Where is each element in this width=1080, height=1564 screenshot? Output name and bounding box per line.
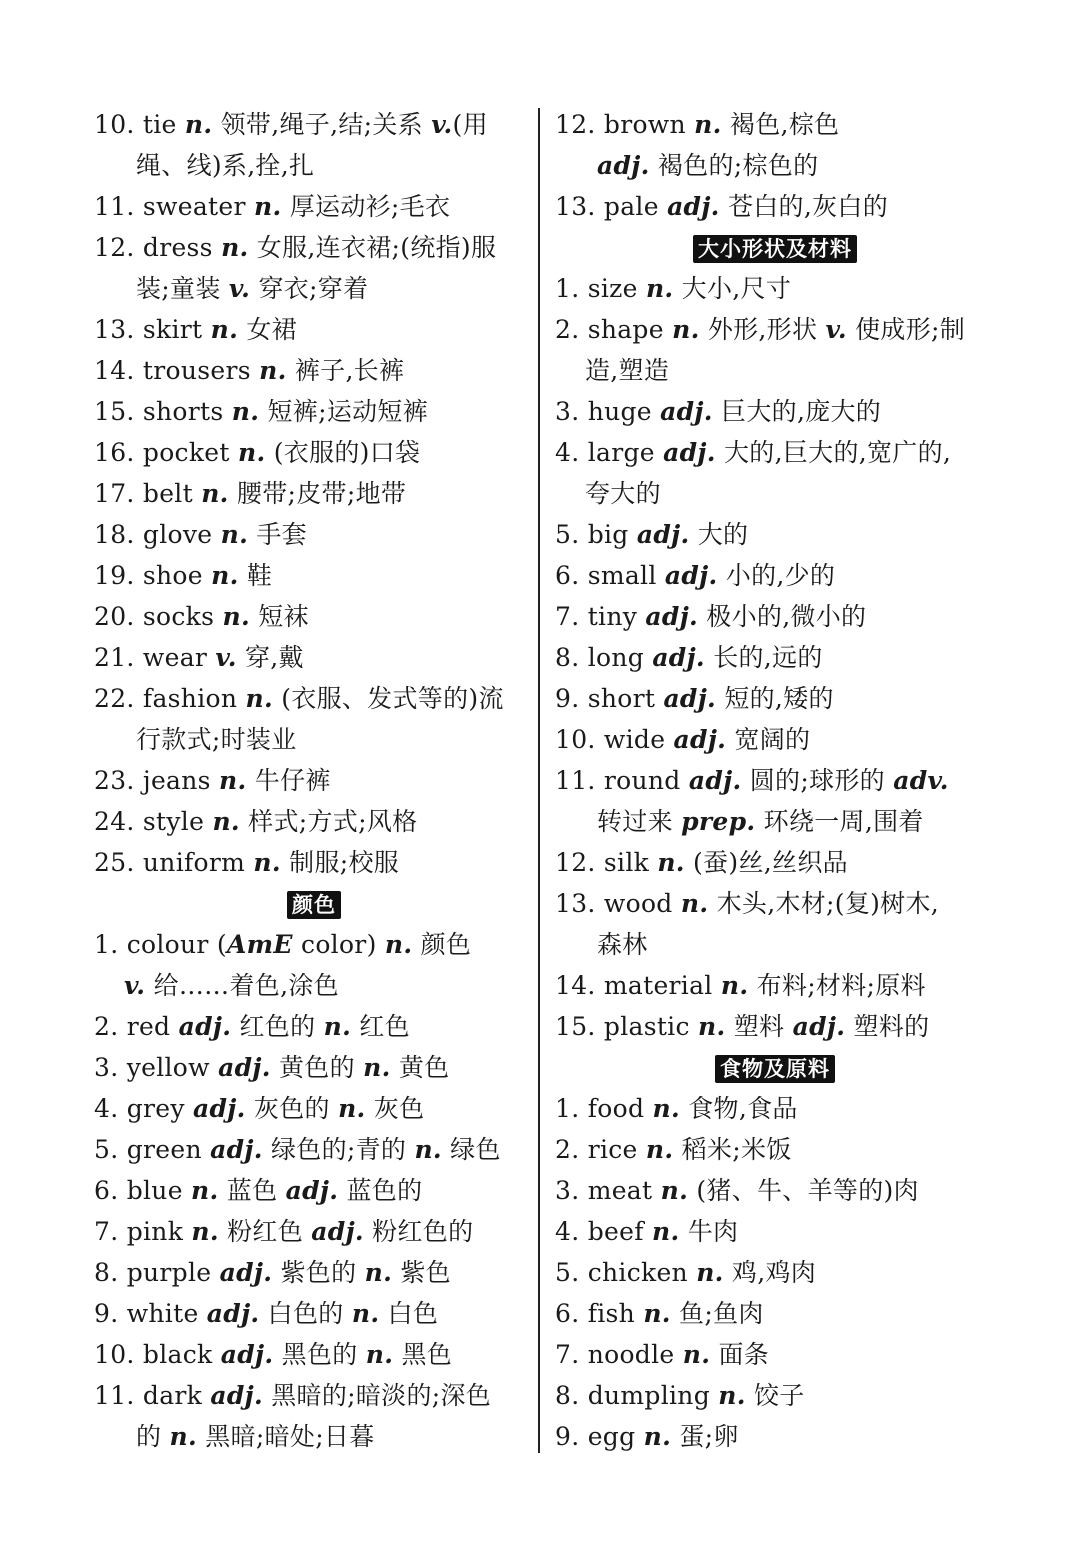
entry-text: 使成形;制: [846, 315, 966, 344]
entry-text: 小的,少的: [717, 561, 836, 590]
part-of-speech: adj.: [219, 1258, 273, 1287]
entry-text: (衣服的)口袋: [265, 438, 421, 467]
entry-text: 2. shape: [555, 315, 673, 344]
vocab-entry: [94, 1334, 534, 1375]
part-of-speech: n.: [363, 1053, 391, 1082]
part-of-speech: n.: [220, 520, 249, 549]
part-of-speech: n.: [652, 1217, 680, 1246]
entry-text: 10. wide: [555, 725, 674, 754]
entry-text: 粉红色的: [363, 1217, 474, 1246]
entry-text: 苍白的,灰白的: [719, 192, 888, 221]
entry-text: 14. trousers: [94, 356, 260, 385]
entry-text: 制服;校服: [280, 848, 400, 877]
part-of-speech: adj.: [597, 151, 650, 180]
part-of-speech: n.: [680, 889, 709, 918]
entry-text: 造,塑造: [585, 356, 670, 385]
entry-text: 厚运动衫;毛衣: [281, 192, 451, 221]
entry-continuation: [555, 350, 995, 391]
part-of-speech: n.: [238, 438, 266, 467]
entry-text: 7. pink: [94, 1217, 192, 1246]
entry-text: 布料;材料;原料: [748, 971, 926, 1000]
entry-text: 5. green: [94, 1135, 211, 1164]
vocab-entry: [555, 1375, 995, 1416]
entry-text: 21. wear: [94, 643, 216, 672]
entry-text: 稻米;米饭: [673, 1135, 792, 1164]
entry-text: 蓝色的: [338, 1176, 423, 1205]
vocab-entry: [94, 801, 534, 842]
entry-text: 面条: [710, 1340, 770, 1369]
entry-text: 的: [136, 1422, 170, 1451]
entry-text: 13. skirt: [94, 315, 211, 344]
part-of-speech: n.: [211, 561, 239, 590]
entry-text: 手套: [248, 520, 307, 549]
vocab-entry: [94, 678, 534, 719]
entry-text: 11. dark: [94, 1381, 211, 1410]
vocab-entry: [555, 391, 995, 432]
vocab-entry: [94, 473, 534, 514]
vocab-entry: [555, 760, 995, 801]
entry-text: 黑暗的;暗淡的;深色: [263, 1381, 492, 1410]
entry-text: 灰色的: [245, 1094, 339, 1123]
part-of-speech: n.: [645, 1135, 674, 1164]
part-of-speech: n.: [384, 930, 413, 959]
entry-text: 19. shoe: [94, 561, 212, 590]
entry-text: 穿,戴: [236, 643, 304, 672]
vocab-entry: [555, 309, 995, 350]
part-of-speech: adj.: [218, 1053, 271, 1082]
entry-text: 14. material: [555, 971, 721, 1000]
entry-text: 黄色的: [270, 1053, 364, 1082]
vocab-entry: [94, 391, 534, 432]
entry-text: 褐色,棕色: [721, 110, 840, 139]
entry-text: 褐色的;棕色的: [649, 151, 819, 180]
part-of-speech: v.: [124, 971, 146, 1000]
entry-text: 3. huge: [555, 397, 661, 426]
entry-text: (猪、牛、羊等的)肉: [688, 1176, 919, 1205]
part-of-speech: n.: [219, 766, 247, 795]
vocab-entry: [555, 1088, 995, 1129]
part-of-speech: n.: [210, 315, 239, 344]
entry-continuation: [555, 145, 995, 186]
entry-text: 黑色: [393, 1340, 453, 1369]
vocab-entry: [555, 883, 995, 924]
entry-text: 5. big: [555, 520, 637, 549]
vocab-entry: [94, 637, 534, 678]
entry-text: 8. long: [555, 643, 653, 672]
vocab-entry: [555, 965, 995, 1006]
vocab-entry: [94, 1293, 534, 1334]
vocab-entry: [555, 104, 995, 145]
entry-text: 9. short: [555, 684, 664, 713]
section-header-label: 颜色: [287, 891, 341, 919]
entry-text: 饺子: [745, 1381, 805, 1410]
part-of-speech: n.: [660, 1176, 689, 1205]
entry-text: 装;童装: [136, 274, 229, 303]
entry-text: (蚕)丝,丝织品: [684, 848, 848, 877]
entry-text: 灰色: [365, 1094, 425, 1123]
entry-text: 3. meat: [555, 1176, 661, 1205]
part-of-speech: n.: [364, 1258, 393, 1287]
entry-continuation: [555, 924, 995, 965]
vocab-entry: [555, 186, 995, 227]
entry-text: 领带,绳子,结;关系: [212, 110, 432, 139]
vocab-entry: [555, 1334, 995, 1375]
entry-text: 9. egg: [555, 1422, 644, 1451]
entry-text: 1. size: [555, 274, 646, 303]
vocab-entry: [555, 637, 995, 678]
part-of-speech: adj.: [663, 684, 717, 713]
entry-text: 圆的;球形的: [741, 766, 894, 795]
entry-text: 短裤;运动短裤: [259, 397, 429, 426]
entry-text: 给……着色,涂色: [145, 971, 339, 1000]
entry-continuation: [94, 719, 534, 760]
part-of-speech: adj.: [652, 643, 705, 672]
part-of-speech: adj.: [193, 1094, 246, 1123]
entry-text: 大小,尺寸: [673, 274, 792, 303]
part-of-speech: adj.: [664, 561, 718, 590]
entry-text: 24. style: [94, 807, 213, 836]
entry-text: 黄色: [390, 1053, 450, 1082]
entry-continuation: [94, 145, 534, 186]
entry-text: 13. wood: [555, 889, 681, 918]
part-of-speech: n.: [253, 192, 282, 221]
vocab-entry: [94, 350, 534, 391]
vocab-entry: [555, 555, 995, 596]
entry-text: 长的,远的: [704, 643, 823, 672]
part-of-speech: n.: [718, 1381, 746, 1410]
vocab-entry: [555, 1252, 995, 1293]
entry-text: 13. pale: [555, 192, 668, 221]
part-of-speech: n.: [259, 356, 287, 385]
entry-text: 大的: [689, 520, 749, 549]
part-of-speech: n.: [694, 110, 722, 139]
entry-text: 大的,巨大的,宽广的,: [715, 438, 952, 467]
part-of-speech: adj.: [210, 1135, 263, 1164]
part-of-speech: adj.: [667, 192, 720, 221]
entry-text: 白色: [379, 1299, 439, 1328]
part-of-speech: adj.: [206, 1299, 260, 1328]
entry-text: 18. glove: [94, 520, 221, 549]
part-of-speech: adj.: [311, 1217, 364, 1246]
entry-continuation: [94, 1416, 534, 1457]
entry-text: 8. dumpling: [555, 1381, 719, 1410]
entry-text: 7. noodle: [555, 1340, 683, 1369]
entry-text: 12. brown: [555, 110, 695, 139]
section-header: [555, 1047, 995, 1088]
part-of-speech: adj.: [792, 1012, 846, 1041]
vocab-entry: [555, 1170, 995, 1211]
entry-text: 17. belt: [94, 479, 202, 508]
entry-text: 12. dress: [94, 233, 222, 262]
entry-text: 牛仔裤: [246, 766, 331, 795]
entry-text: 宽阔的: [726, 725, 811, 754]
vocab-entry: [94, 432, 534, 473]
entry-text: 15. shorts: [94, 397, 232, 426]
vocab-entry: [555, 1006, 995, 1047]
part-of-speech: v.: [228, 274, 251, 303]
part-of-speech: adj.: [663, 438, 716, 467]
part-of-speech: n.: [191, 1176, 219, 1205]
section-header-label: 食物及原料: [715, 1055, 835, 1083]
vocab-entry: [94, 104, 534, 145]
part-of-speech: prep.: [681, 807, 756, 836]
vocab-entry: [94, 1088, 534, 1129]
part-of-speech: n.: [643, 1299, 671, 1328]
entry-text: 女裙: [238, 315, 297, 344]
entry-text: 紫色: [392, 1258, 451, 1287]
entry-text: 3. yellow: [94, 1053, 219, 1082]
entry-text: 9. white: [94, 1299, 207, 1328]
part-of-speech: adj.: [210, 1381, 264, 1410]
vocab-entry: [94, 760, 534, 801]
part-of-speech: n.: [231, 397, 260, 426]
vocab-entry: [94, 924, 534, 965]
entry-text: 短的,矮的: [716, 684, 834, 713]
vocab-entry: [94, 842, 534, 883]
vocab-entry: [94, 1252, 534, 1293]
entry-text: 2. rice: [555, 1135, 646, 1164]
part-of-speech: v.: [215, 643, 237, 672]
entry-text: 绿色: [441, 1135, 501, 1164]
vocab-entry: [555, 1129, 995, 1170]
part-of-speech: adj.: [688, 766, 742, 795]
entry-text: 1. food: [555, 1094, 653, 1123]
entry-text: 23. jeans: [94, 766, 220, 795]
vocab-entry: [555, 596, 995, 637]
entry-text: 穿衣;穿着: [250, 274, 369, 303]
column-divider: [538, 108, 540, 1453]
entry-text: 绳、线)系,拴,扎: [136, 151, 315, 180]
part-of-speech: n.: [201, 479, 229, 508]
entry-text: 16. pocket: [94, 438, 238, 467]
vocab-entry: [555, 678, 995, 719]
entry-text: color): [292, 930, 385, 959]
part-of-speech: v.: [431, 110, 453, 139]
entry-text: 5. chicken: [555, 1258, 697, 1287]
part-of-speech: adj.: [673, 725, 727, 754]
left-column: [94, 104, 534, 1457]
entry-text: 裤子,长裤: [286, 356, 405, 385]
entry-text: 紫色的: [272, 1258, 365, 1287]
entry-text: 黑色的: [273, 1340, 366, 1369]
entry-continuation: [555, 801, 995, 842]
entry-text: 巨大的,庞大的: [712, 397, 882, 426]
vocab-entry: [555, 842, 995, 883]
entry-text: 10. black: [94, 1340, 221, 1369]
entry-text: 行款式;时装业: [136, 725, 297, 754]
part-of-speech: adj.: [636, 520, 690, 549]
part-of-speech: n.: [645, 274, 674, 303]
part-of-speech: n.: [657, 848, 685, 877]
part-of-speech: n.: [338, 1094, 366, 1123]
entry-text: 25. uniform: [94, 848, 254, 877]
entry-text: 4. grey: [94, 1094, 194, 1123]
part-of-speech: adv.: [893, 766, 949, 795]
part-of-speech: adj.: [220, 1340, 274, 1369]
vocab-entry: [94, 1129, 534, 1170]
part-of-speech: n.: [414, 1135, 442, 1164]
part-of-speech: n.: [351, 1299, 380, 1328]
entry-text: 短袜: [250, 602, 309, 631]
entry-text: 蓝色: [218, 1176, 286, 1205]
entry-text: 22. fashion: [94, 684, 246, 713]
entry-text: 环绕一周,围着: [755, 807, 924, 836]
entry-text: 4. large: [555, 438, 664, 467]
part-of-speech: n.: [672, 315, 700, 344]
entry-text: 红色: [351, 1012, 410, 1041]
entry-text: 10. tie: [94, 110, 185, 139]
entry-text: 红色的: [231, 1012, 324, 1041]
vocab-entry: [555, 1293, 995, 1334]
vocab-entry: [94, 555, 534, 596]
entry-text: 鱼;鱼肉: [670, 1299, 764, 1328]
entry-text: 6. fish: [555, 1299, 644, 1328]
part-of-speech: n.: [643, 1422, 672, 1451]
entry-continuation: [94, 268, 534, 309]
entry-text: 极小的,微小的: [698, 602, 867, 631]
vocab-entry: [94, 1047, 534, 1088]
part-of-speech: n.: [221, 233, 249, 262]
entry-text: 11. round: [555, 766, 689, 795]
vocab-entry: [94, 1006, 534, 1047]
vocab-entry: [555, 1211, 995, 1252]
entry-text: 15. plastic: [555, 1012, 699, 1041]
entry-text: 夸大的: [585, 479, 661, 508]
entry-text: 绿色的;青的: [262, 1135, 415, 1164]
part-of-speech: n.: [184, 110, 213, 139]
vocab-entry: [94, 1211, 534, 1252]
entry-text: 森林: [597, 930, 648, 959]
part-of-speech: n.: [698, 1012, 726, 1041]
section-header: [555, 227, 995, 268]
entry-text: 4. beef: [555, 1217, 652, 1246]
vocab-entry: [555, 432, 995, 473]
part-of-speech: n.: [696, 1258, 724, 1287]
vocab-entry: [94, 186, 534, 227]
entry-text: 塑料: [725, 1012, 793, 1041]
vocab-entry: [555, 719, 995, 760]
part-of-speech: n.: [253, 848, 281, 877]
vocab-entry: [555, 268, 995, 309]
entry-text: 6. small: [555, 561, 665, 590]
vocab-entry: [555, 1416, 995, 1457]
part-of-speech: n.: [365, 1340, 394, 1369]
entry-text: 牛肉: [679, 1217, 739, 1246]
part-of-speech: n.: [245, 684, 273, 713]
entry-text: 转过来: [597, 807, 682, 836]
part-of-speech: n.: [682, 1340, 711, 1369]
entry-text: 11. sweater: [94, 192, 254, 221]
section-header-label: 大小形状及材料: [693, 235, 857, 263]
part-of-speech: v.: [825, 315, 847, 344]
entry-text: 外形,形状: [699, 315, 826, 344]
entry-text: 塑料的: [845, 1012, 930, 1041]
vocab-entry: [555, 514, 995, 555]
entry-text: 颜色: [412, 930, 472, 959]
entry-text: 6. blue: [94, 1176, 192, 1205]
part-of-speech: adj.: [285, 1176, 339, 1205]
entry-text: 样式;方式;风格: [239, 807, 418, 836]
vocab-entry: [94, 514, 534, 555]
vocab-entry: [94, 1170, 534, 1211]
entry-text: (用: [452, 110, 488, 139]
entry-continuation: [555, 473, 995, 514]
part-of-speech: adj.: [645, 602, 699, 631]
entry-text: 7. tiny: [555, 602, 646, 631]
section-header: [94, 883, 534, 924]
entry-text: 白色的: [259, 1299, 352, 1328]
part-of-speech: n.: [222, 602, 250, 631]
entry-text: (衣服、发式等的)流: [272, 684, 504, 713]
vocab-entry: [94, 227, 534, 268]
part-of-speech: n.: [191, 1217, 219, 1246]
entry-text: 木头,木材;(复)树木,: [708, 889, 940, 918]
part-of-speech: n.: [169, 1422, 198, 1451]
entry-text: 鸡,鸡肉: [723, 1258, 817, 1287]
vocab-entry: [94, 596, 534, 637]
vocab-entry: [94, 309, 534, 350]
entry-text: 粉红色: [218, 1217, 312, 1246]
entry-text: 1. colour (: [94, 930, 227, 959]
entry-text: 蛋;卵: [671, 1422, 739, 1451]
part-of-speech: AmE: [226, 930, 293, 959]
entry-text: 黑暗;暗处;日暮: [197, 1422, 375, 1451]
part-of-speech: adj.: [178, 1012, 232, 1041]
part-of-speech: adj.: [660, 397, 713, 426]
part-of-speech: n.: [212, 807, 240, 836]
right-column: [555, 104, 995, 1457]
entry-text: 女服,连衣裙;(统指)服: [248, 233, 497, 262]
entry-text: 8. purple: [94, 1258, 220, 1287]
entry-text: 腰带;皮带;地带: [228, 479, 407, 508]
entry-text: 2. red: [94, 1012, 179, 1041]
entry-text: 20. socks: [94, 602, 223, 631]
entry-text: 食物,食品: [680, 1094, 798, 1123]
vocab-entry: [94, 1375, 534, 1416]
entry-continuation: [94, 965, 534, 1006]
part-of-speech: n.: [720, 971, 749, 1000]
entry-text: 鞋: [238, 561, 273, 590]
entry-text: 12. silk: [555, 848, 658, 877]
part-of-speech: n.: [323, 1012, 352, 1041]
part-of-speech: n.: [652, 1094, 680, 1123]
